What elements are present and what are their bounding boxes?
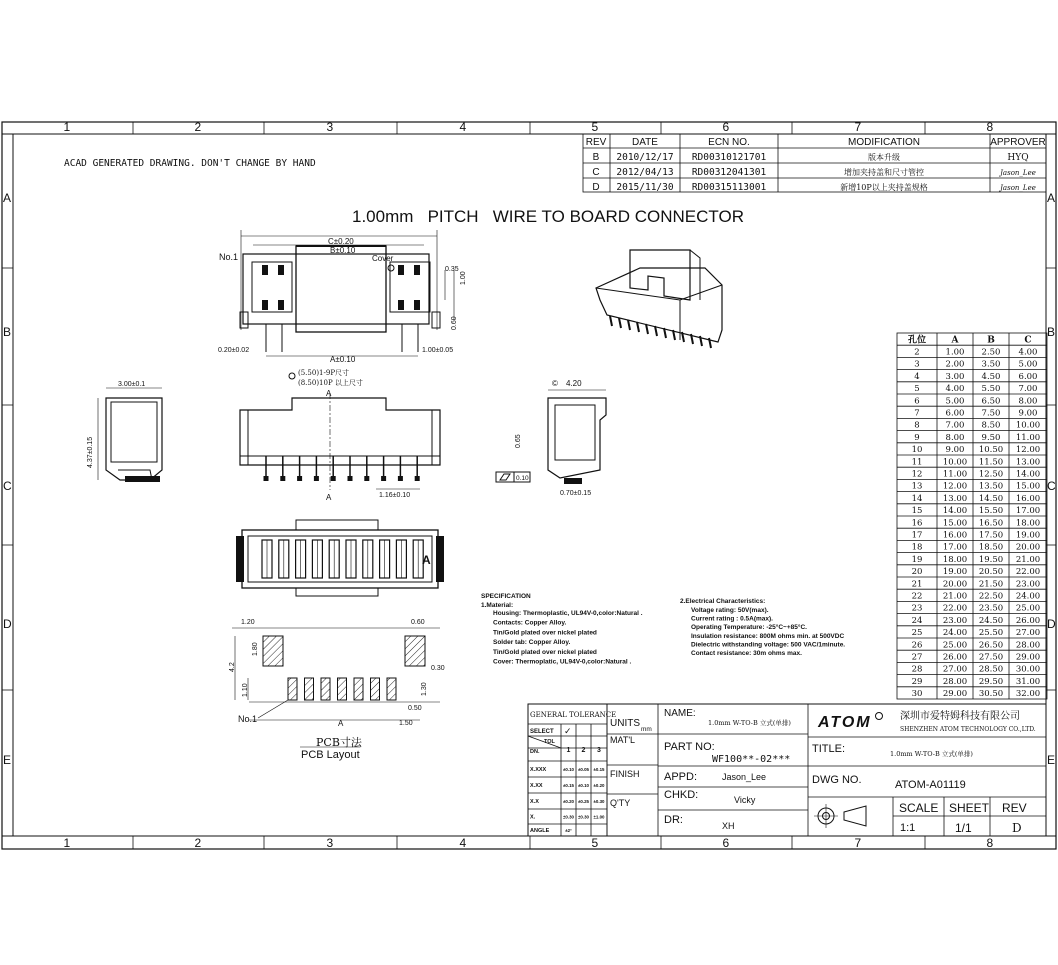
size-table-cell: 7 <box>914 408 920 419</box>
rev-header: ECN NO. <box>708 137 750 148</box>
pcb-dim-42: 4.2 <box>229 662 236 672</box>
column-marker: 6 <box>722 120 730 134</box>
size-table-cell: 27.00 <box>942 664 968 675</box>
rev-cell: C <box>592 167 600 178</box>
size-table-cell: 19.50 <box>978 554 1004 565</box>
part-value: WF100**-02*** <box>712 754 791 765</box>
size-table-cell: 31.00 <box>1015 676 1041 687</box>
size-table-cell: 28 <box>911 664 923 675</box>
rev-header: REV <box>585 137 607 148</box>
size-table-cell: 17.00 <box>1015 506 1041 517</box>
side-a-label: A <box>422 553 431 567</box>
size-table-cell: 3.50 <box>981 359 1001 370</box>
scale-value: 1:1 <box>900 822 916 834</box>
tolerance-value: ±2° <box>565 828 572 833</box>
dim-065: 0.65 <box>515 434 522 448</box>
tolerance-value: ±0.15 <box>563 783 574 788</box>
rev-header: DATE <box>632 137 658 148</box>
size-table-cell: 19 <box>911 554 923 565</box>
tolerance-value: ±0.20 <box>563 799 574 804</box>
label-no1: No.1 <box>219 252 239 262</box>
size-table-cell: 28.50 <box>978 664 1004 675</box>
spec-material-line: Cover: Thermoplatic, UL94V-0,color:Natural . <box>493 658 632 666</box>
size-table-cell: 6 <box>914 396 920 407</box>
size-table-cell: 29 <box>911 676 923 687</box>
column-marker: 2 <box>194 120 202 134</box>
size-table-cell: 23 <box>911 603 923 614</box>
company-name-en: SHENZHEN ATOM TECHNOLOGY CO.,LTD. <box>900 726 1036 733</box>
rev-cell: B <box>592 152 600 163</box>
tolerance-value: ±0.30 <box>563 814 574 820</box>
size-table-cell: 28.00 <box>942 676 968 687</box>
size-table-cell: 26.00 <box>1015 615 1041 626</box>
tolerance-col: 2 <box>581 747 586 754</box>
size-table-cell: 19.00 <box>1015 530 1041 541</box>
tolerance-heading: GENERAL TOLERANCE <box>530 711 617 719</box>
size-table <box>897 333 1047 699</box>
spec-elec-line: Contact resistance: 30m ohms max. <box>691 650 802 657</box>
column-marker: 4 <box>459 120 467 134</box>
size-table-cell: 2.50 <box>981 347 1001 358</box>
side-view-left <box>87 381 162 482</box>
size-table-cell: 23.00 <box>942 615 968 626</box>
pcb-dim-110: 1.10 <box>242 683 249 697</box>
size-table-cell: 21.00 <box>942 591 968 602</box>
spec-elec-line: Voltage rating: 50V(max). <box>691 607 769 614</box>
sheet-value: 1/1 <box>955 821 972 835</box>
size-table-cell: 20 <box>911 567 923 578</box>
bottom-view <box>236 520 444 596</box>
dim-100: 1.00 <box>460 271 467 285</box>
size-table-cell: 11.00 <box>1015 432 1041 443</box>
size-table-cell: 21 <box>911 579 923 590</box>
size-table-cell: 6.50 <box>981 396 1001 407</box>
size-table-cell: 25 <box>911 628 923 639</box>
size-table-header: A <box>951 335 959 346</box>
spec-material-line: Solder tab: Copper Alloy. <box>493 639 571 647</box>
appd-label: APPD: <box>664 771 698 783</box>
chkd-value: Vicky <box>734 795 756 805</box>
size-table-cell: 7.00 <box>945 420 965 431</box>
pcb-dim-120: 1.20 <box>241 619 255 626</box>
dim-100b: 1.00±0.05 <box>422 347 454 354</box>
matl-label: MAT'L <box>610 735 636 745</box>
dwg-no-value: ATOM-A01119 <box>895 779 966 791</box>
tolerance-dn-label: DN. <box>530 749 540 755</box>
dim-035: 0.35 <box>445 266 459 273</box>
revision-table <box>583 134 1046 193</box>
atom-logo: ATOM <box>818 714 872 731</box>
size-table-cell: 9.50 <box>981 432 1001 443</box>
drawing-title: 1.00mm PITCH WIRE TO BOARD CONNECTOR <box>352 207 744 226</box>
size-table-cell: 18 <box>911 542 923 553</box>
size-table-cell: 10.50 <box>978 445 1004 456</box>
size-table-cell: 4.00 <box>945 384 965 395</box>
rev-approver: HYQ <box>1007 153 1029 163</box>
spec-elec-line: Insulation resistance: 800M ohms min. at 500VDC <box>691 632 845 640</box>
column-marker: 7 <box>854 120 862 134</box>
spec-elec-line: Operating Temperature: -25°C~+85°C. <box>691 624 807 632</box>
row-marker: A <box>1047 191 1056 205</box>
tolerance-value: ±0.10 <box>563 767 574 772</box>
size-table-cell: 13 <box>911 481 923 492</box>
rev-modification: 版本升级 <box>868 153 900 162</box>
pcb-title-en: PCB Layout <box>301 749 360 761</box>
size-table-cell: 24 <box>911 615 923 626</box>
appd-value: Jason_Lee <box>722 772 767 782</box>
size-table-cell: 27.50 <box>978 652 1004 663</box>
pcb-dim-150: 1.50 <box>399 720 413 727</box>
pcb-dim-030: 0.30 <box>431 665 445 672</box>
row-marker: E <box>3 753 12 767</box>
rev-approver: Jason_Lee <box>1000 184 1036 192</box>
size-table-cell: 10.00 <box>942 457 968 468</box>
column-marker: 6 <box>722 836 730 850</box>
size-table-cell: 11 <box>911 457 923 468</box>
size-table-cell: 9.00 <box>945 445 965 456</box>
title-value: 1.0mm W-TO-B 立式(单排) <box>890 750 973 758</box>
size-table-cell: 19.00 <box>942 567 968 578</box>
size-table-cell: 14.50 <box>978 493 1004 504</box>
size-table-cell: 18.00 <box>942 554 968 565</box>
company-name-cn: 深圳市爱特姆科技有限公司 <box>900 711 1020 722</box>
size-table-cell: 21.50 <box>978 579 1004 590</box>
row-marker: B <box>1047 325 1056 339</box>
dim-010: 0.10 <box>516 475 529 482</box>
tolerance-col: 3 <box>597 747 601 754</box>
size-table-cell: 8 <box>914 420 920 431</box>
size-table-cell: 2.00 <box>945 359 965 370</box>
chkd-label: CHKD: <box>664 789 699 801</box>
size-table-cell: 22 <box>911 591 923 602</box>
tolerance-value: ±0.30 <box>593 799 605 804</box>
size-table-cell: 32.00 <box>1015 689 1041 700</box>
rev-value: D <box>1012 821 1022 835</box>
dim-020: 0.20±0.02 <box>218 347 250 354</box>
tolerance-col: 1 <box>566 747 571 754</box>
size-table-cell: 15.00 <box>942 518 968 529</box>
svg-text:©: © <box>552 379 558 388</box>
spec-material-line: Tin/Gold plated over nickel plated <box>493 648 597 656</box>
tolerance-value: ±0.25 <box>578 799 589 804</box>
size-table-cell: 15.50 <box>978 506 1004 517</box>
size-table-cell: 5.00 <box>1018 359 1038 370</box>
size-table-cell: 30.50 <box>978 689 1004 700</box>
column-marker: 5 <box>591 836 599 850</box>
sheet-frame <box>2 122 1056 849</box>
column-marker: 1 <box>63 120 71 134</box>
rev-modification: 增加夹持盖和尺寸管控 <box>844 168 924 177</box>
dr-label: DR: <box>664 814 683 826</box>
dr-value: XH <box>722 821 735 831</box>
size-table-cell: 12 <box>911 469 923 480</box>
tolerance-value: ±0.30 <box>578 814 589 820</box>
size-table-cell: 29.00 <box>942 689 968 700</box>
size-table-header: C <box>1024 335 1032 346</box>
size-table-cell: 29.50 <box>978 676 1004 687</box>
note-1-9p: (5.50)1-9P尺寸 <box>298 369 350 377</box>
row-marker: C <box>1047 479 1056 493</box>
row-marker: D <box>3 617 12 631</box>
size-table-cell: 10.00 <box>1015 420 1041 431</box>
column-marker: 3 <box>326 120 334 134</box>
size-table-cell: 5 <box>914 384 920 395</box>
title-label: TITLE: <box>812 743 846 755</box>
check-icon: ✓ <box>564 726 572 736</box>
size-table-header: 孔位 <box>907 335 927 346</box>
size-table-cell: 4 <box>914 371 920 382</box>
size-table-cell: 24.00 <box>942 628 968 639</box>
size-table-cell: 18.00 <box>1015 518 1041 529</box>
size-table-cell: 18.50 <box>978 542 1004 553</box>
size-table-cell: 16.00 <box>1015 493 1041 504</box>
rev-cell: D <box>592 182 600 193</box>
scale-label: SCALE <box>899 801 939 815</box>
column-marker: 4 <box>459 836 467 850</box>
name-label: NAME: <box>664 708 696 719</box>
size-table-cell: 25.50 <box>978 628 1004 639</box>
tolerance-row-label: ANGLE <box>530 828 550 834</box>
size-table-cell: 12.00 <box>1015 445 1041 456</box>
front-view <box>240 368 440 502</box>
label-cover: Cover <box>372 254 394 263</box>
pcb-no1: No.1 <box>238 714 258 724</box>
spec-elec-line: Dielectric withstanding voltage: 500 VAC/1minute. <box>691 641 846 649</box>
size-table-cell: 17.50 <box>978 530 1004 541</box>
spec-material-line: Contacts: Copper Alloy. <box>493 619 567 627</box>
size-table-cell: 23.50 <box>978 603 1004 614</box>
section-view <box>496 379 606 497</box>
column-marker: 2 <box>194 836 202 850</box>
rev-ecn: RD00315113001 <box>691 182 767 193</box>
rev-header: APPROVER <box>990 137 1046 148</box>
size-table-cell: 11.00 <box>942 469 968 480</box>
part-label: PART NO: <box>664 741 715 753</box>
spec-material-line: Tin/Gold plated over nickel plated <box>493 629 597 637</box>
rev-date: 2012/04/13 <box>616 167 674 178</box>
pcb-dim-130: 1.30 <box>421 682 428 696</box>
qty-label: Q'TY <box>610 798 631 808</box>
size-table-cell: 21.00 <box>1015 554 1041 565</box>
size-table-cell: 8.50 <box>981 420 1001 431</box>
note-10p: (8.50)10P 以上尺寸 <box>298 379 363 387</box>
top-view <box>218 230 467 364</box>
rev-header: MODIFICATION <box>847 137 921 148</box>
size-table-cell: 22.00 <box>942 603 968 614</box>
column-marker: 8 <box>986 120 994 134</box>
size-table-cell: 9 <box>914 432 920 443</box>
tolerance-row-label: X.XX <box>530 783 543 789</box>
size-table-cell: 30 <box>911 689 923 700</box>
pcb-dim-060: 0.60 <box>411 619 425 626</box>
tolerance-value: ±1.00 <box>593 814 605 820</box>
size-table-cell: 23.00 <box>1015 579 1041 590</box>
row-marker: C <box>3 479 12 493</box>
size-table-cell: 8.00 <box>945 432 965 443</box>
size-table-cell: 7.50 <box>981 408 1001 419</box>
size-table-cell: 20.00 <box>1015 542 1041 553</box>
rev-ecn: RD00312041301 <box>691 167 767 178</box>
drawing-notice: ACAD GENERATED DRAWING. DON'T CHANGE BY HAND <box>64 158 316 169</box>
size-table-cell: 16 <box>911 518 923 529</box>
size-table-cell: 3 <box>914 359 920 370</box>
size-table-cell: 28.00 <box>1015 640 1041 651</box>
spec-elec-heading: 2.Electrical Characteristics: <box>680 598 766 605</box>
row-marker: A <box>3 191 12 205</box>
size-table-cell: 29.00 <box>1015 652 1041 663</box>
size-table-cell: 9.00 <box>1018 408 1038 419</box>
size-table-cell: 25.00 <box>942 640 968 651</box>
size-table-cell: 25.00 <box>1015 603 1041 614</box>
size-table-cell: 5.00 <box>945 396 965 407</box>
size-table-cell: 12.50 <box>978 469 1004 480</box>
size-table-cell: 10 <box>911 445 923 456</box>
size-table-cell: 13.00 <box>1015 457 1041 468</box>
rev-modification: 新增10P以上夹持盖规格 <box>840 183 928 192</box>
size-table-cell: 26.00 <box>942 652 968 663</box>
size-table-cell: 22.00 <box>1015 567 1041 578</box>
rev-label: REV <box>1002 801 1027 815</box>
size-table-cell: 4.50 <box>981 371 1001 382</box>
size-table-cell: 26.50 <box>978 640 1004 651</box>
size-table-cell: 11.50 <box>978 457 1004 468</box>
size-table-cell: 14.00 <box>942 506 968 517</box>
size-table-cell: 6.00 <box>945 408 965 419</box>
specification <box>481 593 845 666</box>
pcb-dim-a: A <box>338 719 344 728</box>
size-table-header: B <box>987 335 995 346</box>
size-table-cell: 2 <box>914 347 920 358</box>
size-table-cell: 16.50 <box>978 518 1004 529</box>
size-table-cell: 13.50 <box>978 481 1004 492</box>
size-table-cell: 30.00 <box>1015 664 1041 675</box>
size-table-cell: 13.00 <box>942 493 968 504</box>
tolerance-value: ±0.15 <box>593 767 605 772</box>
tolerance-block <box>528 704 616 836</box>
size-table-cell: 26 <box>911 640 923 651</box>
dim-300: 3.00±0.1 <box>118 381 146 388</box>
pcb-title-cn: PCB寸法 <box>316 736 362 749</box>
tolerance-tol-label: TOL <box>544 739 555 745</box>
section-a-bottom: A <box>326 493 332 502</box>
tolerance-value: ±0.20 <box>593 783 605 788</box>
size-table-cell: 24.50 <box>978 615 1004 626</box>
size-table-cell: 17.00 <box>942 542 968 553</box>
size-table-cell: 27.00 <box>1015 628 1041 639</box>
row-marker: D <box>1047 617 1056 631</box>
tolerance-row-label: X.XXX <box>530 767 547 773</box>
dim-070: 0.70±0.15 <box>560 490 592 497</box>
spec-elec-line: Current rating : 0.5A(max). <box>691 615 773 623</box>
size-table-cell: 7.00 <box>1018 384 1038 395</box>
pcb-dim-050: 0.50 <box>408 705 422 712</box>
size-table-cell: 1.00 <box>945 347 965 358</box>
rev-date: 2010/12/17 <box>616 152 674 163</box>
column-marker: 1 <box>63 836 71 850</box>
column-marker: 7 <box>854 836 862 850</box>
size-table-cell: 22.50 <box>978 591 1004 602</box>
section-a-top: A <box>326 389 332 398</box>
size-table-cell: 14.00 <box>1015 469 1041 480</box>
tolerance-value: ±0.05 <box>578 767 589 772</box>
sheet-label: SHEET <box>949 801 990 815</box>
tolerance-row-label: X. <box>530 814 536 821</box>
size-table-cell: 3.00 <box>945 371 965 382</box>
spec-heading: SPECIFICATION <box>481 593 531 600</box>
dim-420: 4.20 <box>566 379 582 388</box>
dwg-no-label: DWG NO. <box>812 774 862 786</box>
size-table-cell: 16.00 <box>942 530 968 541</box>
size-table-cell: 14 <box>911 493 923 504</box>
rev-ecn: RD00310121701 <box>691 152 767 163</box>
size-table-cell: 27 <box>911 652 923 663</box>
size-table-cell: 12.00 <box>942 481 968 492</box>
size-table-cell: 6.00 <box>1018 371 1038 382</box>
dim-437: 4.37±0.15 <box>87 436 94 468</box>
spec-material-line: Housing: Thermoplastic, UL94V-0,color:Natural . <box>493 610 643 617</box>
size-table-cell: 24.00 <box>1015 591 1041 602</box>
dim-a: A±0.10 <box>330 355 356 364</box>
size-table-cell: 4.00 <box>1018 347 1038 358</box>
pcb-dim-180: 1.80 <box>252 642 259 656</box>
units-value: mm <box>641 726 652 733</box>
column-marker: 8 <box>986 836 994 850</box>
tolerance-select-label: SELECT <box>530 729 554 735</box>
size-table-cell: 15 <box>911 506 923 517</box>
projection-symbol-icon <box>814 804 866 828</box>
dim-116: 1.16±0.10 <box>379 492 411 499</box>
name-value: 1.0mm W-TO-B 立式(单排) <box>708 719 791 727</box>
size-table-cell: 20.00 <box>942 579 968 590</box>
size-table-cell: 15.00 <box>1015 481 1041 492</box>
pcb-layout <box>229 619 445 761</box>
row-marker: E <box>1047 753 1056 767</box>
units-label: UNITS <box>610 718 640 729</box>
size-table-cell: 8.00 <box>1018 396 1038 407</box>
rev-date: 2015/11/30 <box>616 182 674 193</box>
dim-b: B±0.10 <box>330 246 356 255</box>
dim-060: 0.60 <box>451 316 458 330</box>
size-table-cell: 20.50 <box>978 567 1004 578</box>
rev-approver: Jason_Lee <box>1000 169 1036 177</box>
row-marker: B <box>3 325 12 339</box>
isometric-view <box>596 250 722 348</box>
spec-material-heading: 1.Material: <box>481 602 514 609</box>
tolerance-row-label: X.X <box>530 799 539 805</box>
dim-c: C±0.20 <box>328 237 354 246</box>
column-marker: 5 <box>591 120 599 134</box>
tolerance-value: ±0.10 <box>578 783 589 788</box>
size-table-cell: 17 <box>911 530 923 541</box>
size-table-cell: 5.50 <box>981 384 1001 395</box>
finish-label: FINISH <box>610 769 640 779</box>
column-marker: 3 <box>326 836 334 850</box>
